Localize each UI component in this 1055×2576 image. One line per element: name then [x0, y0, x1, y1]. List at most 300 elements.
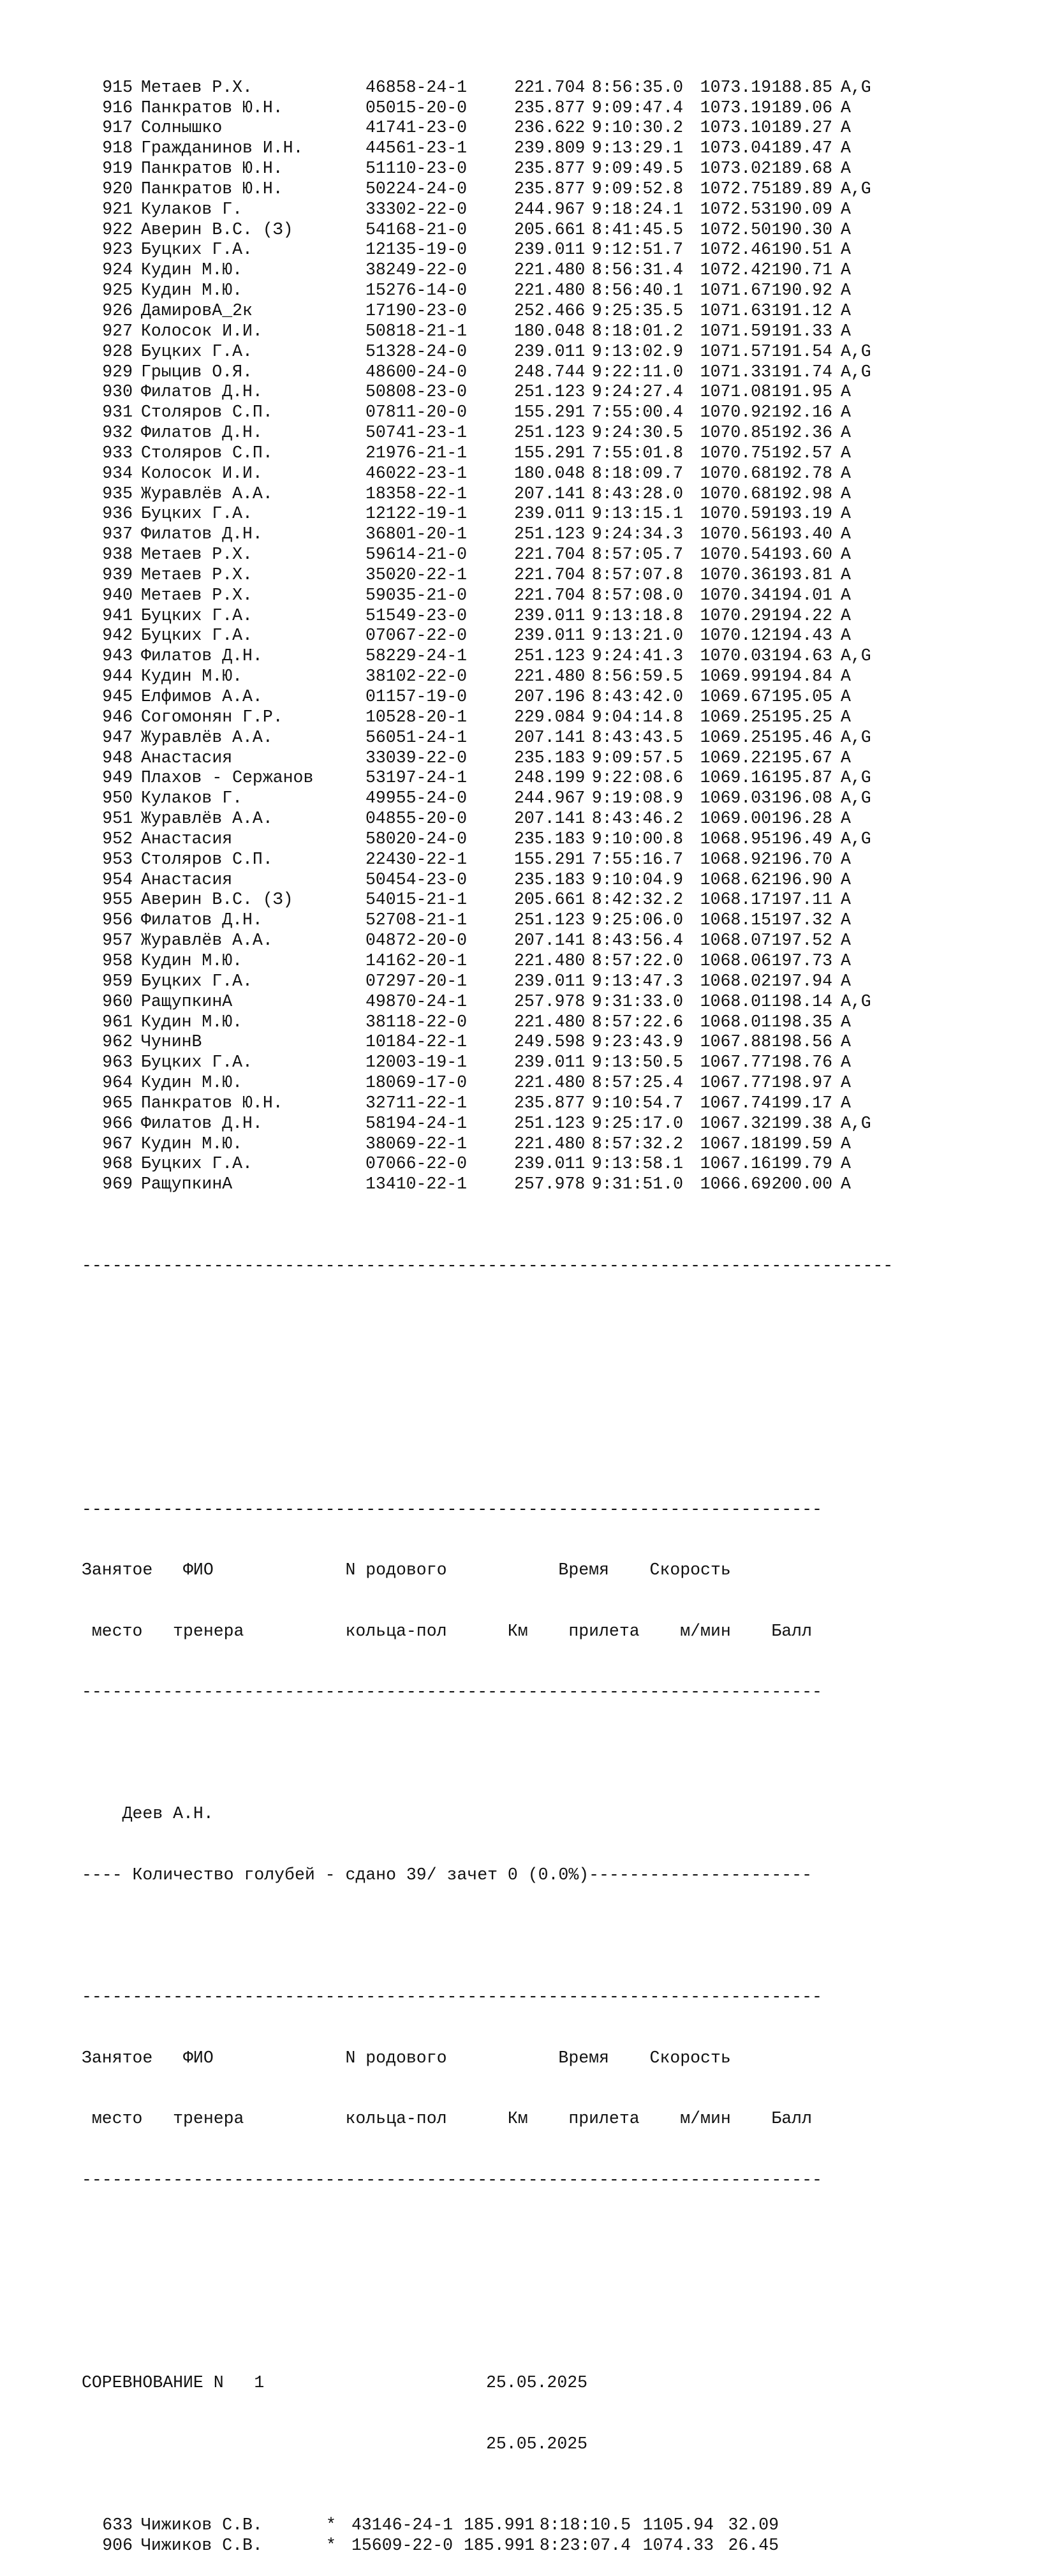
row-flag: A	[841, 484, 851, 503]
row-place: 947	[102, 727, 133, 747]
table-row	[82, 138, 904, 159]
row-points: 199.38	[771, 1113, 832, 1133]
row-km: 221.480	[514, 1073, 586, 1093]
row-place: 954	[102, 870, 133, 889]
competition-date-1: 25.05.2025	[486, 2373, 588, 2393]
row-speed: 1069.67	[700, 687, 771, 706]
row-place: 928	[102, 341, 133, 361]
row-name: Филатов Д.Н.	[141, 524, 263, 544]
row-km: 235.877	[514, 159, 586, 179]
row-km: 221.480	[514, 951, 586, 970]
row-name: Чижиков С.В.	[141, 2535, 263, 2555]
row-points: 197.94	[771, 971, 832, 991]
blank-line	[82, 1317, 904, 1337]
row-ring: 38069-22-1	[365, 1134, 468, 1153]
row-km: 251.123	[514, 646, 586, 666]
row-flag: A	[841, 971, 851, 991]
row-name: Метаев Р.Х.	[141, 545, 253, 565]
row-flag: A	[841, 118, 851, 138]
competition-title: СОРЕВНОВАНИЕ N 1	[82, 2373, 265, 2393]
row-points: 190.09	[771, 199, 832, 219]
row-points: 188.85	[771, 77, 832, 97]
row-ring: 12003-19-1	[365, 1053, 468, 1072]
row-speed: 1069.00	[700, 809, 771, 829]
row-flag: A,G	[841, 341, 871, 361]
row-ring: 33302-22-0	[365, 199, 468, 219]
row-km: 248.744	[514, 362, 586, 381]
row-time: 8:43:46.2	[591, 809, 683, 829]
row-place: 969	[102, 1174, 133, 1194]
row-points: 191.95	[771, 382, 832, 402]
row-points: 199.17	[771, 1093, 832, 1113]
row-speed: 1066.69	[700, 1174, 771, 1194]
row-speed: 1073.10	[700, 118, 771, 138]
row-flag: A	[841, 382, 851, 402]
table-row	[82, 910, 904, 931]
row-ring: 59035-21-0	[365, 585, 468, 605]
row-name: Столяров С.П.	[141, 443, 273, 463]
row-name: Буцких Г.А.	[141, 971, 253, 991]
row-place: 633	[102, 2515, 133, 2535]
row-place: 943	[102, 646, 133, 666]
row-points: 191.54	[771, 341, 832, 361]
row-time: 9:10:54.7	[591, 1093, 683, 1113]
row-place: 946	[102, 707, 133, 727]
row-time: 8:57:22.6	[591, 1012, 683, 1032]
row-name: Панкратов Ю.Н.	[141, 179, 283, 198]
row-ring: 50224-24-0	[365, 179, 468, 198]
row-km: 229.084	[514, 707, 586, 727]
row-flag: A	[841, 321, 851, 341]
row-star: *	[326, 2535, 336, 2555]
row-place: 952	[102, 829, 133, 848]
table-row	[82, 687, 904, 707]
row-speed: 1067.77	[700, 1073, 771, 1093]
row-name: Анастасия	[141, 748, 233, 767]
row-flag: A	[841, 707, 851, 727]
table-row	[82, 220, 904, 241]
row-name: Солнышко	[141, 118, 223, 138]
row-speed: 1068.06	[700, 951, 771, 970]
row-flag: A	[841, 565, 851, 584]
row-points: 189.27	[771, 118, 832, 138]
table-row	[82, 200, 904, 220]
row-km: 155.291	[514, 849, 586, 869]
row-name: Метаев Р.Х.	[141, 77, 253, 97]
row-ring: 49870-24-1	[365, 991, 468, 1011]
row-flag: A	[841, 1032, 851, 1052]
row-name: РащупкинА	[141, 1174, 233, 1194]
row-km: 252.466	[514, 300, 586, 320]
table-row	[82, 992, 904, 1012]
row-km: 205.661	[514, 219, 586, 239]
row-place: 922	[102, 219, 133, 239]
row-name: Кудин М.Ю.	[141, 1134, 243, 1153]
table-row	[82, 504, 904, 524]
table-row	[82, 1093, 904, 1114]
row-time: 9:13:58.1	[591, 1154, 683, 1174]
row-flag: A	[841, 219, 851, 239]
row-km: 251.123	[514, 910, 586, 930]
row-place: 927	[102, 321, 133, 341]
row-name: Кудин М.Ю.	[141, 1012, 243, 1032]
row-speed: 1068.92	[700, 849, 771, 869]
table-row	[82, 951, 904, 972]
row-time: 9:22:08.6	[591, 768, 683, 788]
row-place: 930	[102, 382, 133, 402]
row-time: 9:24:27.4	[591, 382, 683, 402]
row-points: 197.73	[771, 951, 832, 970]
header-rule-top: -------------------------------------------------------------------------	[82, 1499, 822, 1519]
row-ring: 04855-20-0	[365, 809, 468, 829]
row-km: 185.991	[464, 2515, 535, 2535]
row-name: Буцких Г.А.	[141, 605, 253, 625]
row-speed: 1073.04	[700, 138, 771, 158]
row-points: 190.51	[771, 240, 832, 260]
row-flag: A	[841, 667, 851, 686]
row-place: 940	[102, 585, 133, 605]
row-ring: 50808-23-0	[365, 382, 468, 402]
row-speed: 1068.95	[700, 829, 771, 848]
table-row	[82, 443, 904, 464]
row-place: 965	[102, 1093, 133, 1113]
row-speed: 1070.75	[700, 443, 771, 463]
row-time: 9:31:33.0	[591, 991, 683, 1011]
row-place: 919	[102, 159, 133, 179]
owner-name: Деев А.Н.	[82, 1804, 214, 1824]
row-speed: 1070.68	[700, 484, 771, 503]
row-ring: 10184-22-1	[365, 1032, 468, 1052]
row-time: 8:18:01.2	[591, 321, 683, 341]
row-name: Кудин М.Ю.	[141, 951, 243, 970]
row-km: 221.480	[514, 1134, 586, 1153]
row-place: 926	[102, 300, 133, 320]
row-place: 962	[102, 1032, 133, 1052]
row-time: 8:23:07.4	[539, 2535, 631, 2555]
row-place: 955	[102, 890, 133, 910]
row-speed: 1067.74	[700, 1093, 771, 1113]
row-time: 8:43:56.4	[591, 931, 683, 951]
row-time: 9:23:43.9	[591, 1032, 683, 1052]
row-ring: 38102-22-0	[365, 667, 468, 686]
row-km: 207.141	[514, 484, 586, 503]
row-flag: A	[841, 890, 851, 910]
row-place: 960	[102, 991, 133, 1011]
row-points: 197.52	[771, 931, 832, 951]
row-time: 8:56:35.0	[591, 77, 683, 97]
owner-summary: ---- Количество голубей - сдано 39/ зачет 0 (0.0%)----------------------	[82, 1865, 812, 1884]
row-place: 921	[102, 199, 133, 219]
row-place: 932	[102, 423, 133, 443]
row-time: 8:56:40.1	[591, 281, 683, 300]
row-name: Анастасия	[141, 870, 233, 889]
row-name: Грыцив О.Я.	[141, 362, 253, 381]
row-place: 915	[102, 77, 133, 97]
row-points: 26.45	[728, 2535, 779, 2555]
row-flag: A	[841, 281, 851, 300]
row-ring: 18069-17-0	[365, 1073, 468, 1093]
row-points: 32.09	[728, 2515, 779, 2535]
row-ring: 50454-23-0	[365, 870, 468, 889]
row-speed: 1067.16	[700, 1154, 771, 1174]
row-km: 251.123	[514, 382, 586, 402]
row-points: 198.76	[771, 1053, 832, 1072]
row-flag: A	[841, 1154, 851, 1174]
row-speed: 1068.17	[700, 890, 771, 910]
row-name: Журавлёв А.А.	[141, 484, 273, 503]
row-speed: 1068.01	[700, 1012, 771, 1032]
table-row	[82, 322, 904, 342]
row-points: 198.35	[771, 1012, 832, 1032]
row-place: 917	[102, 118, 133, 138]
row-flag: A	[841, 199, 851, 219]
row-speed: 1067.18	[700, 1134, 771, 1153]
row-place: 929	[102, 362, 133, 381]
row-speed: 1071.67	[700, 281, 771, 300]
table-row	[82, 626, 904, 646]
table-row	[82, 707, 904, 728]
row-ring: 01157-19-0	[365, 687, 468, 706]
row-flag: A	[841, 1174, 851, 1194]
row-name: Столяров С.П.	[141, 403, 273, 422]
row-ring: 50741-23-1	[365, 423, 468, 443]
row-points: 198.97	[771, 1073, 832, 1093]
row-km: 249.598	[514, 1032, 586, 1052]
row-points: 192.98	[771, 484, 832, 503]
competition-date-line	[82, 2434, 904, 2455]
row-speed: 1069.03	[700, 788, 771, 808]
row-place: 948	[102, 748, 133, 767]
row-km: 221.480	[514, 281, 586, 300]
row-km: 251.123	[514, 423, 586, 443]
row-ring: 58194-24-1	[365, 1113, 468, 1133]
row-flag: A,G	[841, 768, 871, 788]
row-ring: 38118-22-0	[365, 1012, 468, 1032]
row-time: 9:31:51.0	[591, 1174, 683, 1194]
row-name: Журавлёв А.А.	[141, 809, 273, 829]
row-time: 9:18:24.1	[591, 199, 683, 219]
row-place: 920	[102, 179, 133, 198]
table-row	[82, 1174, 904, 1195]
table-row	[82, 768, 904, 788]
row-ring: 32711-22-1	[365, 1093, 468, 1113]
header-line-1: Занятое ФИО N родового Время Скорость	[82, 1560, 731, 1580]
row-time: 9:09:57.5	[591, 748, 683, 767]
row-place: 958	[102, 951, 133, 970]
row-flag: A	[841, 1073, 851, 1093]
row-time: 7:55:01.8	[591, 443, 683, 463]
row-km: 221.704	[514, 545, 586, 565]
row-ring: 04872-20-0	[365, 931, 468, 951]
row-place: 944	[102, 667, 133, 686]
row-km: 207.196	[514, 687, 586, 706]
row-points: 189.06	[771, 98, 832, 117]
row-speed: 1072.75	[700, 179, 771, 198]
row-km: 239.011	[514, 626, 586, 646]
header-line-2: место тренера кольца-пол Км прилета м/мин Балл	[82, 1621, 812, 1641]
row-points: 192.16	[771, 403, 832, 422]
row-points: 198.56	[771, 1032, 832, 1052]
row-points: 193.81	[771, 565, 832, 584]
row-flag: A,G	[841, 1113, 871, 1133]
row-points: 193.40	[771, 524, 832, 544]
row-place: 951	[102, 809, 133, 829]
row-points: 194.63	[771, 646, 832, 666]
row-km: 248.199	[514, 768, 586, 788]
row-place: 938	[102, 545, 133, 565]
row-flag: A	[841, 605, 851, 625]
row-time: 9:13:47.3	[591, 971, 683, 991]
row-points: 189.68	[771, 159, 832, 179]
row-flag: A	[841, 585, 851, 605]
row-place: 966	[102, 1113, 133, 1133]
row-ring: 21976-21-1	[365, 443, 468, 463]
table-row	[82, 1012, 904, 1033]
row-time: 8:41:45.5	[591, 219, 683, 239]
row-flag: A	[841, 403, 851, 422]
header-rule-bottom: -------------------------------------------------------------------------	[82, 1682, 822, 1702]
row-km: 257.978	[514, 991, 586, 1011]
row-flag: A	[841, 138, 851, 158]
row-speed: 1070.59	[700, 504, 771, 524]
row-name: Кудин М.Ю.	[141, 281, 243, 300]
row-ring: 05015-20-0	[365, 98, 468, 117]
row-ring: 59614-21-0	[365, 545, 468, 565]
row-ring: 56051-24-1	[365, 727, 468, 747]
row-ring: 18358-22-1	[365, 484, 468, 503]
row-km: 244.967	[514, 199, 586, 219]
row-ring: 12135-19-0	[365, 240, 468, 260]
row-speed: 1069.22	[700, 748, 771, 767]
row-speed: 1072.42	[700, 260, 771, 280]
row-points: 193.19	[771, 504, 832, 524]
blank-line	[82, 1378, 904, 1398]
row-points: 196.70	[771, 849, 832, 869]
row-ring: 44561-23-1	[365, 138, 468, 158]
row-time: 8:43:28.0	[591, 484, 683, 503]
row-km: 239.011	[514, 504, 586, 524]
row-place: 950	[102, 788, 133, 808]
row-points: 194.43	[771, 626, 832, 646]
row-km: 180.048	[514, 321, 586, 341]
row-points: 194.22	[771, 605, 832, 625]
row-points: 191.74	[771, 362, 832, 381]
row-km: 235.183	[514, 829, 586, 848]
row-ring: 49955-24-0	[365, 788, 468, 808]
row-points: 198.14	[771, 991, 832, 1011]
row-star: *	[326, 2515, 336, 2535]
table-row	[82, 464, 904, 484]
table-row	[82, 1032, 904, 1053]
row-flag: A	[841, 1053, 851, 1072]
row-km: 155.291	[514, 443, 586, 463]
row-ring: 15276-14-0	[365, 281, 468, 300]
row-name: Чижиков С.В.	[141, 2515, 263, 2535]
row-time: 8:57:08.0	[591, 585, 683, 605]
row-name: Панкратов Ю.Н.	[141, 159, 283, 179]
row-speed: 1068.62	[700, 870, 771, 889]
row-speed: 1072.50	[700, 219, 771, 239]
row-place: 937	[102, 524, 133, 544]
row-km: 244.967	[514, 788, 586, 808]
table-row	[82, 931, 904, 951]
row-time: 9:13:02.9	[591, 341, 683, 361]
row-place: 924	[102, 260, 133, 280]
row-ring: 51328-24-0	[365, 341, 468, 361]
row-ring: 46022-23-1	[365, 463, 468, 483]
row-flag: A,G	[841, 646, 871, 666]
row-ring: 33039-22-0	[365, 748, 468, 767]
row-ring: 38249-22-0	[365, 260, 468, 280]
row-name: Филатов Д.Н.	[141, 423, 263, 443]
table-row	[82, 565, 904, 586]
row-speed: 1071.33	[700, 362, 771, 381]
row-name: Метаев Р.Х.	[141, 585, 253, 605]
table-row	[82, 829, 904, 850]
table-row	[82, 524, 904, 545]
row-km: 221.704	[514, 565, 586, 584]
row-flag: A	[841, 423, 851, 443]
row-km: 180.048	[514, 463, 586, 483]
row-points: 189.89	[771, 179, 832, 198]
row-speed: 1072.53	[700, 199, 771, 219]
row-flag: A	[841, 1012, 851, 1032]
row-time: 9:24:34.3	[591, 524, 683, 544]
row-flag: A	[841, 1093, 851, 1113]
row-flag: A	[841, 300, 851, 320]
row-ring: 46858-24-1	[365, 77, 468, 97]
row-place: 959	[102, 971, 133, 991]
row-speed: 1070.29	[700, 605, 771, 625]
row-place: 942	[102, 626, 133, 646]
row-time: 9:13:15.1	[591, 504, 683, 524]
row-name: Аверин В.С. (З)	[141, 890, 293, 910]
competition-row	[82, 2515, 904, 2536]
row-ring: 10528-20-1	[365, 707, 468, 727]
row-km: 235.877	[514, 1093, 586, 1113]
row-km: 207.141	[514, 931, 586, 951]
row-place: 934	[102, 463, 133, 483]
row-name: Панкратов Ю.Н.	[141, 1093, 283, 1113]
row-place: 923	[102, 240, 133, 260]
row-km: 221.480	[514, 260, 586, 280]
row-km: 239.011	[514, 605, 586, 625]
row-name: Филатов Д.Н.	[141, 382, 263, 402]
row-km: 235.877	[514, 179, 586, 198]
row-place: 936	[102, 504, 133, 524]
table-header-block	[82, 1459, 904, 1743]
row-place: 941	[102, 605, 133, 625]
row-time: 8:43:42.0	[591, 687, 683, 706]
header-line-1: Занятое ФИО N родового Время Скорость	[82, 2048, 731, 2068]
table-row	[82, 98, 904, 119]
row-time: 9:22:11.0	[591, 362, 683, 381]
row-km: 207.141	[514, 809, 586, 829]
table-row	[82, 586, 904, 606]
row-points: 192.36	[771, 423, 832, 443]
row-place: 939	[102, 565, 133, 584]
row-speed: 1068.01	[700, 991, 771, 1011]
table-row	[82, 667, 904, 687]
table-row	[82, 484, 904, 505]
row-points: 199.79	[771, 1154, 832, 1174]
table-row	[82, 1114, 904, 1134]
section-end-rule: --------------------------------------------------------------------------------	[82, 1255, 894, 1275]
row-speed: 1074.33	[642, 2535, 714, 2555]
row-km: 155.291	[514, 403, 586, 422]
row-ring: 52708-21-1	[365, 910, 468, 930]
row-time: 8:18:10.5	[539, 2515, 631, 2535]
